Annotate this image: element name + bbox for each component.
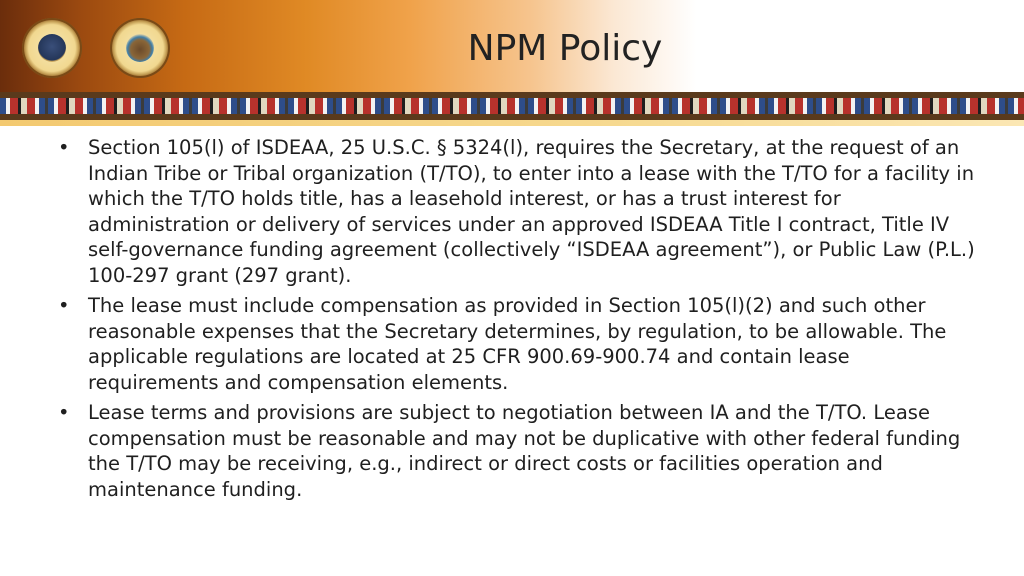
decorative-beadwork-band xyxy=(0,92,1024,120)
department-of-interior-seal-icon xyxy=(110,18,170,78)
header-banner xyxy=(0,0,1024,92)
bullet-text: The lease must include compensation as provided in Section 105(l)(2) and such other reasonable expenses that the Secretary determines, by regulation, to be allowable. The applicable regulations are located at 25 CFR 900.69-900.74 and contain lease requirements and compensation elements. xyxy=(88,294,947,394)
decorative-gold-stripe xyxy=(0,120,1024,126)
bullet-marker: • xyxy=(58,136,70,159)
bullet-item xyxy=(56,293,976,395)
bureau-of-indian-affairs-seal-icon xyxy=(22,18,82,78)
bullet-marker: • xyxy=(58,401,70,424)
bullet-item xyxy=(56,135,976,288)
bullet-text: Lease terms and provisions are subject to negotiation between IA and the T/TO. Lease compensation must be reasonable and may not be duplicative with other federal funding the T/TO may be receiving, e.g., indirect or direct costs or facilities operation and maintenance funding. xyxy=(88,401,961,501)
bullet-text: Section 105(l) of ISDEAA, 25 U.S.C. § 5324(l), requires the Secretary, at the request of an Indian Tribe or Tribal organization (T/TO), to enter into a lease with the T/TO for a facility in which the T/TO holds title, has a leasehold interest, or has a trust interest for administration or delivery of services under an approved ISDEAA Title I contract, Title IV self-governance funding agreement (collectively “ISDEAA agreement”), or Public Law (P.L.) 100-297 grant (297 grant). xyxy=(88,136,975,287)
bullet-marker: • xyxy=(58,294,70,317)
bullet-item xyxy=(56,400,976,502)
bullet-list xyxy=(56,135,976,507)
slide-title: NPM Policy xyxy=(467,28,663,69)
